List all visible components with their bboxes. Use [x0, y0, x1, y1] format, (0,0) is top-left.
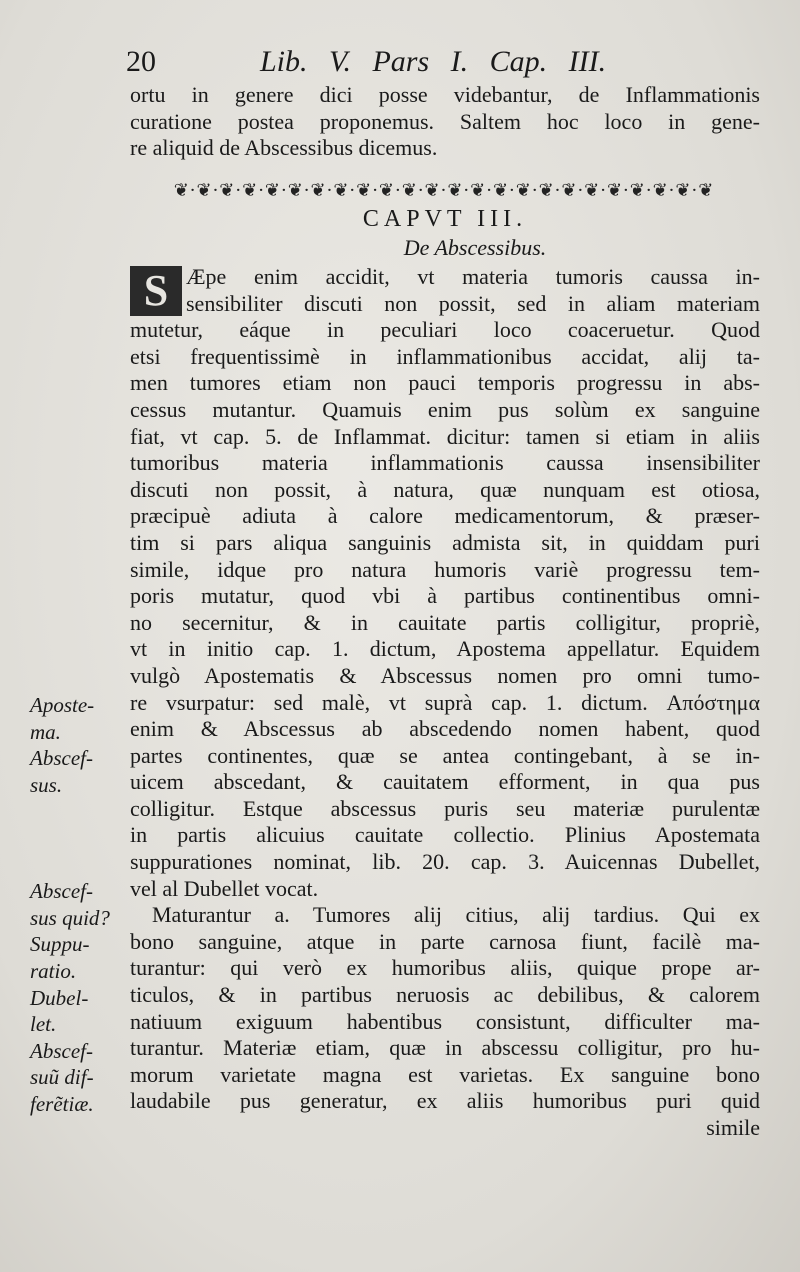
- text-line: poris mutatur, quod vbi à partibus continentibus omni-: [130, 583, 760, 609]
- text-line: sensibiliter discuti non possit, sed in aliam materiam: [186, 290, 760, 316]
- margin-note: sus quid?: [30, 905, 110, 930]
- text-line: natiuum exiguum habentibus consistunt, difficulter ma-: [130, 1008, 760, 1034]
- margin-note: Abscef-: [30, 1038, 93, 1063]
- margin-note: Dubel-: [30, 985, 89, 1010]
- dropcap-initial: S: [130, 266, 182, 316]
- text-line: no secernitur, & in cauitate partis colligitur, propriè,: [130, 609, 760, 635]
- text-line: vulgò Apostematis & Abscessus nomen pro omni tumo-: [130, 662, 760, 688]
- text-line: vel al Dubellet vocat.: [130, 875, 319, 901]
- margin-note: Aposte-: [30, 693, 95, 717]
- chapter-subtitle: De Abscessibus.: [403, 235, 547, 260]
- preamble-text: [130, 82, 760, 162]
- margin-note: ma.: [30, 719, 61, 744]
- margin-gap: [30, 825, 126, 852]
- margin-note: Suppu-: [30, 932, 90, 957]
- margin-notes: [30, 692, 126, 1118]
- text-line: ticulos, & in partibus neruosis ac debilibus, & calorem: [130, 982, 760, 1008]
- text-line: etsi frequentissimè in inflammationibus accidat, alij ta-: [130, 343, 760, 369]
- text-line: mutetur, eáque in peculiari loco coaceruetur. Quod: [130, 317, 760, 343]
- margin-note: Abscef-: [30, 879, 93, 904]
- margin-note: let.: [30, 1012, 57, 1037]
- margin-gap: [30, 798, 126, 825]
- text-line: tumoribus materia inflammationis caussa insensibiliter: [130, 450, 760, 476]
- chapter-body: [130, 264, 760, 1142]
- text-line: simile, idque pro natura humoris variè progressu tem-: [130, 556, 760, 582]
- running-title: Lib. V. Pars I. Cap. III.: [260, 45, 607, 78]
- text-line: bono sanguine, atque in parte carnosa fiunt, facilè ma-: [130, 928, 760, 954]
- margin-note: sus.: [30, 772, 63, 797]
- ornament-divider: ❦·❦·❦·❦·❦·❦·❦·❦·❦·❦·❦·❦·❦·❦·❦·❦·❦·❦·❦·❦·❦·❦·❦·❦: [173, 180, 715, 201]
- text-line: Maturantur a. Tumores alij citius, alij tardius. Qui ex: [152, 902, 760, 928]
- text-line: ortu in genere dici posse videbantur, de Inflammationis: [130, 82, 760, 107]
- text-line: colligitur. Estque abscessus puris seu materiæ purulentæ: [130, 795, 760, 821]
- chapter-heading: CAPVT III.: [362, 206, 528, 232]
- text-line: vt in initio cap. 1. dictum, Apostema appellatur. Equidem: [130, 636, 760, 662]
- text-line: in partis alicuius cauitate collectio. Plinius Apostemata: [130, 822, 760, 848]
- text-line: turantur: qui verò ex humoribus aliis, quique prope ar-: [130, 955, 760, 981]
- text-line: re aliquid de Abscessibus dicemus.: [130, 135, 438, 161]
- running-header: [126, 44, 766, 80]
- text-line: re vsurpatur: sed malè, vt suprà cap. 1. dictum. Απόστημα: [130, 689, 760, 715]
- text-line: partes continentes, quæ se antea contingebant, à se in-: [130, 742, 760, 768]
- text-line: suppurationes nominat, lib. 20. cap. 3. Auicennas Dubellet,: [130, 849, 760, 875]
- text-line: men tumores etiam non pauci temporis progressu in abs-: [130, 370, 760, 396]
- text-line: Æpe enim accidit, vt materia tumoris caussa in-: [186, 264, 760, 289]
- margin-gap: [30, 852, 126, 879]
- margin-note: ratio.: [30, 958, 77, 983]
- text-line: curatione postea proponemus. Saltem hoc loco in gene-: [130, 108, 760, 134]
- text-line: uicem abscedant, & cauitatem efforment, in qua pus: [130, 769, 760, 795]
- page-number: 20: [126, 45, 156, 78]
- text-line: præcipuè adiuta à calore medicamentorum, & præser-: [130, 503, 760, 529]
- text-line: discuti non possit, à natura, quæ nunquam est otiosa,: [130, 476, 760, 502]
- text-line: laudabile pus generatur, ex aliis humoribus puri quid: [130, 1088, 760, 1114]
- text-line: morum varietate magna est varietas. Ex sanguine bono: [130, 1061, 760, 1087]
- margin-note: Abscef-: [30, 746, 93, 771]
- text-line: turantur. Materiæ etiam, quæ in abscessu colligitur, pro hu-: [130, 1035, 760, 1061]
- text-line: simile: [706, 1115, 760, 1140]
- text-line: enim & Abscessus ab abscedendo nomen habent, quod: [130, 716, 760, 742]
- text-line: fiat, vt cap. 5. de Inflammat. dicitur: tamen si etiam in aliis: [130, 423, 760, 449]
- margin-note: suũ dif-: [30, 1065, 94, 1090]
- text-line: tim si pars aliqua sanguinis admista sit, in quiddam puri: [130, 529, 760, 555]
- margin-note: ferẽtiæ.: [30, 1091, 94, 1116]
- text-line: cessus mutantur. Quamuis enim pus solùm ex sanguine: [130, 396, 760, 422]
